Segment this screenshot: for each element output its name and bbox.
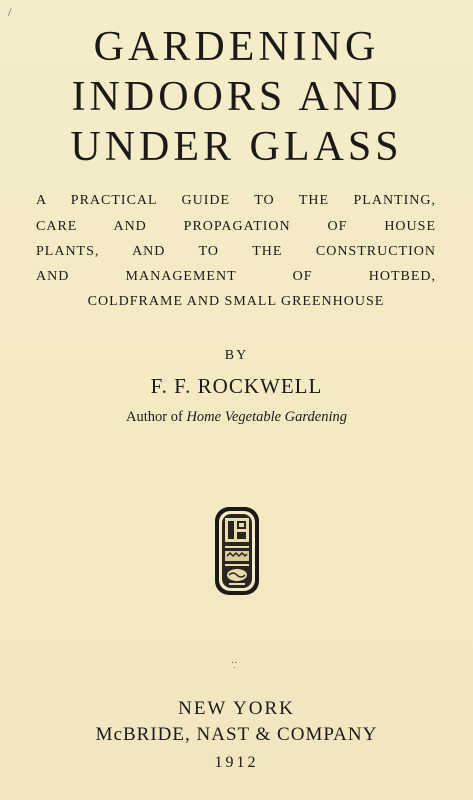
imprint-year: 1912	[214, 754, 259, 771]
imprint-publisher: McBRIDE, NAST & COMPANY	[95, 724, 378, 745]
publisher-device-icon	[213, 505, 261, 597]
title-line-2: INDOORS AND	[71, 74, 402, 120]
by-label: BY	[224, 348, 249, 363]
pencil-mark: /	[8, 5, 12, 19]
title-line-3: UNDER GLASS	[70, 124, 403, 170]
prior-work-title: Home Vegetable Gardening	[186, 409, 347, 425]
imprint-city: NEW YORK	[178, 698, 295, 719]
author-note-prefix: Author of	[126, 409, 183, 425]
title-line-1: GARDENING	[93, 24, 380, 70]
print-speck: ·̣·	[231, 658, 238, 669]
subtitle-line-2: CARE AND PROPAGATION OF HOUSE	[36, 219, 436, 234]
subtitle-line-3: PLANTS, AND TO THE CONSTRUCTION	[36, 244, 436, 259]
author-note	[0, 410, 473, 425]
author-name: F. F. ROCKWELL	[150, 374, 323, 398]
subtitle-line-1: A PRACTICAL GUIDE TO THE PLANTING,	[36, 193, 436, 208]
subtitle-line-4: AND MANAGEMENT OF HOTBED,	[36, 269, 436, 284]
subtitle-line-5: COLDFRAME AND SMALL GREENHOUSE	[87, 294, 385, 309]
